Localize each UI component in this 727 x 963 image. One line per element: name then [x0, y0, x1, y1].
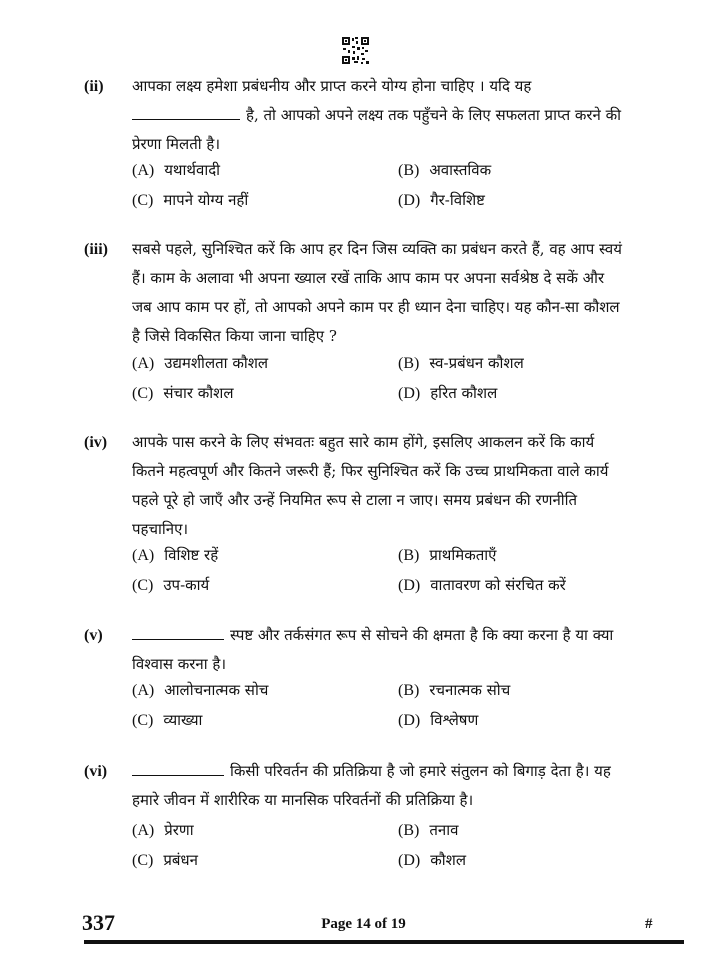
question-text — [132, 757, 658, 815]
question-line: विश्वास करना है। — [132, 655, 227, 673]
question-number: (ii) — [84, 78, 104, 95]
footer-mark: # — [645, 916, 653, 932]
option-text: अवास्तविक — [429, 161, 492, 179]
option-text: मापने योग्य नहीं — [163, 191, 249, 209]
option-text: प्राथमिकताएँ — [429, 546, 497, 564]
option-text: यथार्थवादी — [164, 161, 221, 179]
option-text: कौशल — [430, 851, 466, 869]
option-label: (B) — [398, 162, 420, 179]
option-text: व्याख्या — [163, 711, 203, 729]
question-line — [132, 621, 658, 650]
question-line: है जिसे विकसित किया जाना चाहिए ? — [132, 327, 337, 345]
question-line: आपका लक्ष्य हमेशा प्रबंधनीय और प्राप्त करने योग्य होना चाहिए । यदि यह — [132, 77, 532, 95]
option-text: विशिष्ट रहें — [164, 546, 219, 564]
option-a[interactable] — [132, 545, 218, 565]
option-label: (A) — [132, 822, 155, 839]
option-label: (C) — [132, 577, 154, 594]
option-label: (B) — [398, 547, 420, 564]
option-label: (D) — [398, 852, 421, 869]
question-number: (vi) — [84, 763, 108, 780]
question-line: पहले पूरे हो जाएँ और उन्हें नियमित रूप से टाला न जाए। समय प्रबंधन की रणनीति — [132, 491, 578, 509]
question-line-text: किसी परिवर्तन की प्रतिक्रिया है जो हमारे संतुलन को बिगाड़ देता है। यह — [230, 762, 611, 780]
option-text: विश्लेषण — [430, 711, 479, 729]
question-line: कितने महत्वपूर्ण और कितने जरूरी हैं; फिर सुनिश्चित करें कि उच्च प्राथमिकता वाले कार्य — [132, 462, 609, 480]
option-b[interactable] — [398, 545, 496, 565]
option-label: (C) — [132, 192, 154, 209]
question-text — [132, 428, 658, 544]
question-line — [132, 757, 658, 786]
option-label: (D) — [398, 577, 421, 594]
footer-divider — [84, 940, 684, 944]
question-line: आपके पास करने के लिए संभवतः बहुत सारे काम होंगे, इसलिए आकलन करें कि कार्य — [132, 433, 595, 451]
option-b[interactable] — [398, 353, 524, 373]
option-label: (B) — [398, 822, 420, 839]
question-number: (iii) — [84, 241, 108, 258]
question-text — [132, 621, 658, 679]
option-b[interactable] — [398, 680, 510, 700]
option-label: (A) — [132, 682, 155, 699]
question-line-text: स्पष्ट और तर्कसंगत रूप से सोचने की क्षमता है कि क्या करना है या क्या — [230, 626, 614, 644]
option-d[interactable] — [398, 710, 478, 730]
option-text: स्व-प्रबंधन कौशल — [429, 354, 524, 372]
option-text: प्रेरणा — [164, 821, 194, 839]
question-line: हमारे जीवन में शारीरिक या मानसिक परिवर्तनों की प्रतिक्रिया है। — [132, 791, 474, 809]
option-c[interactable] — [132, 710, 202, 730]
question-text — [132, 235, 658, 351]
option-a[interactable] — [132, 820, 194, 840]
option-label: (C) — [132, 852, 154, 869]
qr-code-icon — [342, 37, 369, 64]
option-text: वातावरण को संरचित करें — [430, 576, 566, 594]
option-c[interactable] — [132, 190, 248, 210]
option-text: रचनात्मक सोच — [429, 681, 511, 699]
question-line: प्रेरणा मिलती है। — [132, 135, 221, 153]
option-label: (B) — [398, 355, 420, 372]
question-line-text: है, तो आपको अपने लक्ष्य तक पहुँचने के लिए सफलता प्राप्त करने की — [246, 106, 622, 124]
answer-blank — [132, 103, 240, 120]
option-text: गैर-विशिष्ट — [430, 191, 485, 209]
option-b[interactable] — [398, 820, 458, 840]
option-c[interactable] — [132, 575, 209, 595]
option-text: प्रबंधन — [163, 851, 198, 869]
option-label: (A) — [132, 355, 155, 372]
answer-blank — [132, 623, 224, 640]
option-text: आलोचनात्मक सोच — [164, 681, 269, 699]
question-line: सबसे पहले, सुनिश्चित करें कि आप हर दिन जिस व्यक्ति का प्रबंधन करते हैं, वह आप स्वयं — [132, 240, 622, 258]
question-number: (iv) — [84, 434, 108, 451]
option-text: संचार कौशल — [163, 384, 234, 402]
option-a[interactable] — [132, 160, 220, 180]
option-text: हरित कौशल — [430, 384, 498, 402]
option-label: (D) — [398, 385, 421, 402]
option-text: उप-कार्य — [163, 576, 210, 594]
option-d[interactable] — [398, 850, 466, 870]
option-d[interactable] — [398, 575, 566, 595]
option-label: (A) — [132, 547, 155, 564]
paper-code: 337 — [82, 910, 115, 935]
option-label: (A) — [132, 162, 155, 179]
question-line: जब आप काम पर हों, तो आपको अपने काम पर ही ध्यान देना चाहिए। यह कौन-सा कौशल — [132, 298, 620, 316]
option-a[interactable] — [132, 680, 268, 700]
option-text: तनाव — [429, 821, 459, 839]
option-c[interactable] — [132, 850, 198, 870]
option-label: (C) — [132, 385, 154, 402]
answer-blank — [132, 759, 224, 776]
question-text — [132, 72, 658, 159]
option-label: (C) — [132, 712, 154, 729]
question-number: (v) — [84, 627, 103, 644]
option-text: उद्यमशीलता कौशल — [164, 354, 269, 372]
option-c[interactable] — [132, 383, 234, 403]
option-label: (D) — [398, 712, 421, 729]
option-d[interactable] — [398, 190, 485, 210]
question-line: हैं। काम के अलावा भी अपना ख्याल रखें ताकि आप काम पर अपना सर्वश्रेष्ठ दे सकें और — [132, 269, 605, 287]
option-b[interactable] — [398, 160, 491, 180]
option-a[interactable] — [132, 353, 268, 373]
option-label: (D) — [398, 192, 421, 209]
question-line: पहचानिए। — [132, 520, 189, 538]
question-line — [132, 101, 658, 130]
option-label: (B) — [398, 682, 420, 699]
page-number: Page 14 of 19 — [321, 916, 406, 932]
option-d[interactable] — [398, 383, 497, 403]
